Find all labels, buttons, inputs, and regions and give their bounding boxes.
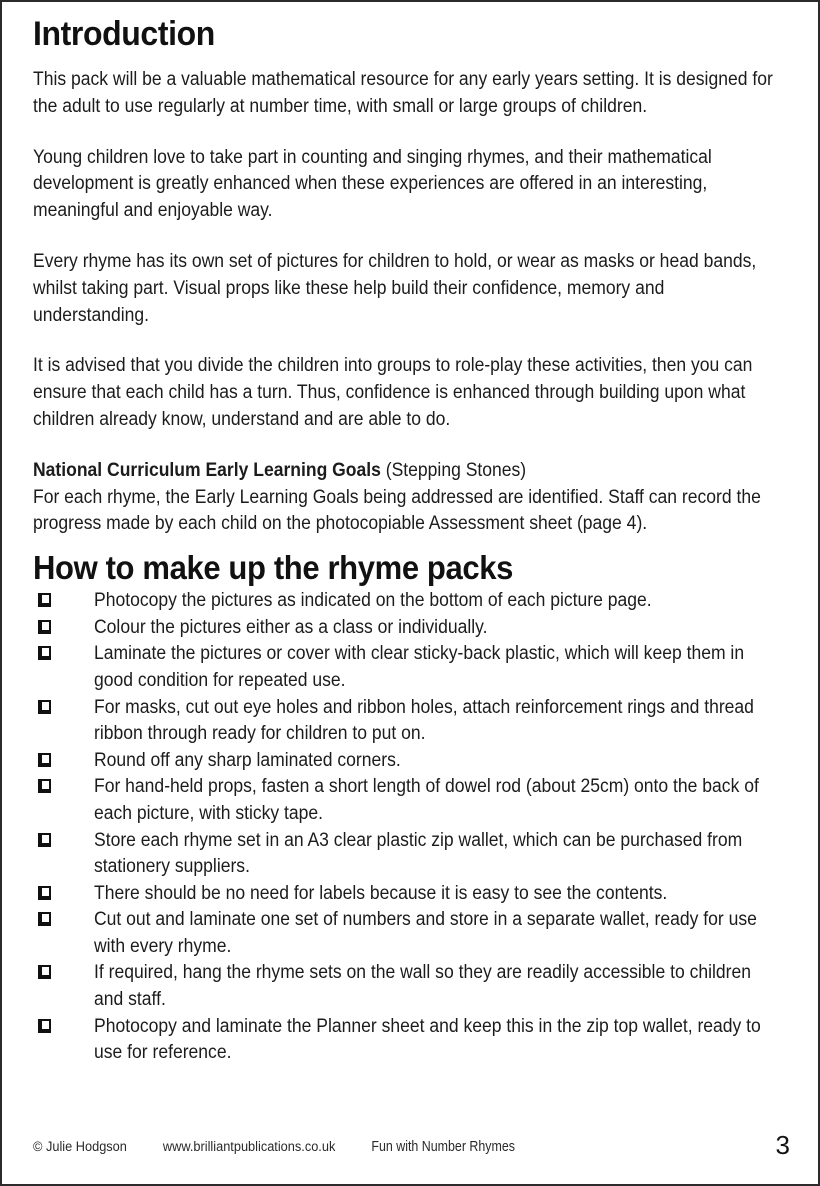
checkbox-square-icon	[38, 620, 51, 634]
list-item-label: Round off any sharp laminated corners.	[94, 748, 401, 771]
spacer	[33, 433, 783, 457]
list-item-label: Store each rhyme set in an A3 clear plastic zip wallet, which can be purchased from stationery suppliers.	[94, 828, 743, 878]
list-item	[33, 1013, 783, 1066]
intro-paragraph-4: It is advised that you divide the children into groups to role-play these activities, then you can ensure that each child has a turn. Thus, confidence is enhanced through building upon what children already know, understand and are able to do.	[33, 354, 753, 430]
list-item-label: Photocopy the pictures as indicated on the bottom of each picture page.	[94, 589, 652, 612]
list-item-label: For masks, cut out eye holes and ribbon holes, attach reinforcement rings and thread ribbon through ready for children to put on.	[94, 695, 754, 745]
list-item-label: Cut out and laminate one set of numbers and store in a separate wallet, ready for use with every rhyme.	[94, 908, 757, 957]
spacer	[33, 54, 783, 66]
page-title-introduction: Introduction	[33, 15, 215, 53]
footer-book-title: Fun with Number Rhymes	[371, 1138, 515, 1155]
spacer	[33, 224, 783, 248]
list-item	[33, 773, 783, 826]
curriculum-body: For each rhyme, the Early Learning Goals being addressed are identified. Staff can record the progress made by each child on the photocopiable Assessment sheet (page 4).	[33, 485, 761, 535]
list-item	[33, 747, 783, 774]
rhyme-packs-list	[33, 587, 783, 1066]
checkbox-square-icon	[38, 965, 51, 979]
checkbox-square-icon	[38, 779, 51, 793]
intro-paragraph-1: This pack will be a valuable mathematical resource for any early years setting. It is designed for the adult to use regularly at number time, with small or large groups of children.	[33, 68, 773, 117]
curriculum-heading-bold: National Curriculum Early Learning Goals	[33, 458, 381, 481]
list-item-label: There should be no need for labels because it is easy to see the contents.	[94, 881, 668, 904]
list-item	[33, 880, 783, 907]
checkbox-square-icon	[38, 833, 51, 847]
footer-credits	[33, 1138, 527, 1156]
checkbox-square-icon	[38, 700, 51, 714]
list-item	[33, 906, 783, 959]
checkbox-square-icon	[38, 646, 51, 660]
checkbox-square-icon	[38, 753, 51, 767]
list-item-label: Photocopy and laminate the Planner sheet and keep this in the zip top wallet, ready to use for reference.	[94, 1014, 761, 1064]
page-footer	[33, 1130, 790, 1160]
intro-paragraph-3: Every rhyme has its own set of pictures for children to hold, or wear as masks or head bands, whilst taking part. Visual props like these help build their confidence, memory and understanding.	[33, 249, 757, 326]
page-content	[33, 14, 783, 1066]
page-number: 3	[775, 1130, 790, 1160]
list-item-label: For hand-held props, fasten a short length of dowel rod (about 25cm) onto the back of each picture, with sticky tape.	[94, 775, 759, 824]
checkbox-square-icon	[38, 1019, 51, 1033]
footer-copyright: © Julie Hodgson	[33, 1139, 127, 1155]
page-title-rhyme-packs: How to make up the rhyme packs	[33, 549, 514, 587]
list-item	[33, 614, 783, 641]
footer-website-link[interactable]: www.brilliantpublications.co.uk	[162, 1139, 336, 1155]
list-item	[33, 827, 783, 880]
checkbox-square-icon	[38, 886, 51, 900]
list-item-label: If required, hang the rhyme sets on the wall so they are readily accessible to children and staff.	[94, 961, 751, 1011]
list-item	[33, 640, 783, 693]
curriculum-heading	[33, 457, 781, 484]
spacer	[33, 120, 783, 144]
curriculum-heading-note: (Stepping Stones)	[380, 458, 527, 481]
spacer	[33, 328, 783, 352]
checkbox-square-icon	[38, 912, 51, 926]
intro-paragraph-2: Young children love to take part in counting and singing rhymes, and their mathematical development is greatly enhanced when these experiences are offered in an interesting, meaningful and enjoyable way.	[33, 145, 712, 222]
list-item	[33, 587, 783, 614]
list-item	[33, 959, 783, 1012]
list-item-label: Laminate the pictures or cover with clear sticky-back plastic, which will keep them in good condition for repeated use.	[94, 642, 745, 691]
list-item-label: Colour the pictures either as a class or individually.	[94, 615, 488, 638]
checkbox-square-icon	[38, 593, 51, 607]
spacer	[33, 537, 783, 549]
list-item	[33, 694, 783, 747]
